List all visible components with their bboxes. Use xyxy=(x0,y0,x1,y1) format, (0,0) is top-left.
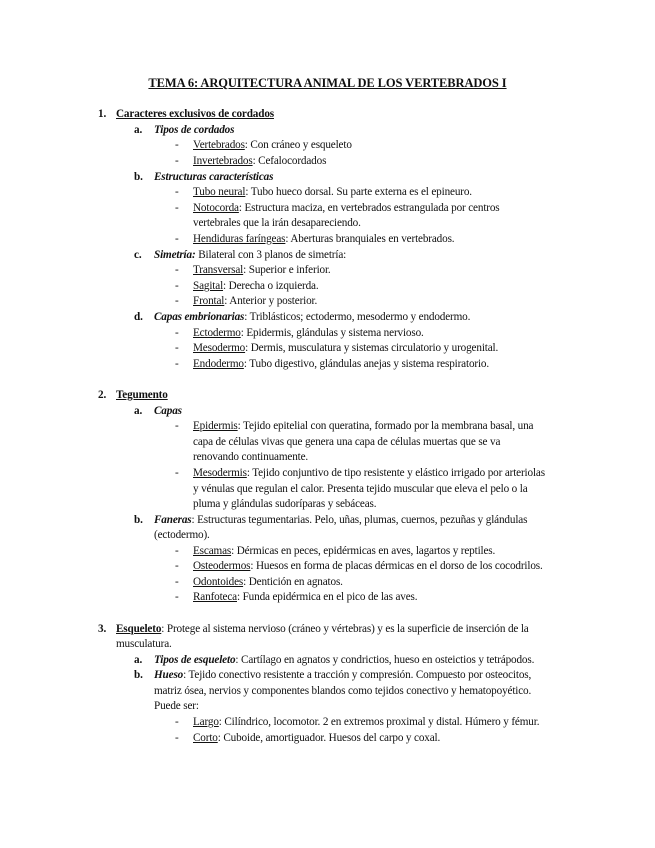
list-item-continuation: y vénulas que regulan el calor. Presenta tejido muscular que eleva el pelo o la xyxy=(193,483,528,495)
s2-b-continuation: (ectodermo). xyxy=(154,529,210,541)
list-item: Largo: Cilíndrico, locomotor. 2 en extremos proximal y distal. Húmero y fémur. xyxy=(193,716,540,728)
bullet-dash: - xyxy=(175,716,179,728)
bullet-dash: - xyxy=(175,233,179,245)
bullet-dash: - xyxy=(175,420,179,432)
list-item: Ranfoteca: Funda epidérmica en el pico de las aves. xyxy=(193,591,418,603)
s3-a-marker: a. xyxy=(134,654,143,666)
bullet-dash: - xyxy=(175,155,179,167)
list-item: Corto: Cuboide, amortiguador. Huesos del carpo y coxal. xyxy=(193,732,441,744)
list-item: Odontoides: Dentición en agnatos. xyxy=(193,576,343,588)
section-3-number: 3. xyxy=(98,623,107,635)
s1-c-marker: c. xyxy=(134,249,142,261)
list-item: Hendiduras faríngeas: Aberturas branquiales en vertebrados. xyxy=(193,233,455,245)
list-item: Frontal: Anterior y posterior. xyxy=(193,295,318,307)
bullet-dash: - xyxy=(175,560,179,572)
list-item: Invertebrados: Cefalocordados xyxy=(193,155,327,167)
s1-c-line: Simetría: Bilateral con 3 planos de simetría: xyxy=(154,249,347,261)
list-item-continuation: capa de células vivas que genera una capa de células muertas que se va xyxy=(193,436,501,448)
section-1-heading: Caracteres exclusivos de cordados xyxy=(116,108,274,120)
s1-d-line: Capas embrionarias: Triblásticos; ectodermo, mesodermo y endodermo. xyxy=(154,311,471,323)
list-item: Sagital: Derecha o izquierda. xyxy=(193,280,319,292)
list-item: Escamas: Dérmicas en peces, epidérmicas en aves, lagartos y reptiles. xyxy=(193,545,496,557)
section-1-number: 1. xyxy=(98,108,107,120)
list-item: Mesodermo: Dermis, musculatura y sistemas circulatorio y urogenital. xyxy=(193,342,499,354)
bullet-dash: - xyxy=(175,280,179,292)
list-item: Mesodermis: Tejido conjuntivo de tipo resistente y elástico irrigado por arteriolas xyxy=(193,467,545,479)
s3-b-line: Hueso: Tejido conectivo resistente a tracción y compresión. Compuesto por osteocitos, xyxy=(154,669,532,681)
list-item: Endodermo: Tubo digestivo, glándulas anejas y sistema respiratorio. xyxy=(193,358,490,370)
list-item: Osteodermos: Huesos en forma de placas dérmicas en el dorso de los cocodrilos. xyxy=(193,560,543,572)
list-item: Notocorda: Estructura maciza, en vertebrados estrangulada por centros xyxy=(193,202,500,214)
list-item: Tubo neural: Tubo hueco dorsal. Su parte externa es el epineuro. xyxy=(193,186,472,198)
list-item: Transversal: Superior e inferior. xyxy=(193,264,331,276)
bullet-dash: - xyxy=(175,295,179,307)
s2-b-marker: b. xyxy=(134,514,143,526)
s2-b-line: Faneras: Estructuras tegumentarias. Pelo, uñas, plumas, cuernos, pezuñas y glándulas xyxy=(154,514,528,526)
bullet-dash: - xyxy=(175,139,179,151)
s2-a-marker: a. xyxy=(134,405,143,417)
list-item-continuation: vertebrales que la irán desapareciendo. xyxy=(193,217,361,229)
bullet-dash: - xyxy=(175,732,179,744)
s3-a-line: Tipos de esqueleto: Cartílago en agnatos y condrictios, hueso en osteictios y tetrápodos. xyxy=(154,654,535,666)
bullet-dash: - xyxy=(175,576,179,588)
bullet-dash: - xyxy=(175,342,179,354)
bullet-dash: - xyxy=(175,358,179,370)
bullet-dash: - xyxy=(175,591,179,603)
bullet-dash: - xyxy=(175,202,179,214)
s3-b-marker: b. xyxy=(134,669,143,681)
list-item: Ectodermo: Epidermis, glándulas y sistema nervioso. xyxy=(193,327,424,339)
s3-b-continuation: matriz ósea, nervios y componentes blandos como tejidos conectivo y hematopoyético. xyxy=(154,685,532,697)
bullet-dash: - xyxy=(175,545,179,557)
s1-b-marker: b. xyxy=(134,171,143,183)
bullet-dash: - xyxy=(175,186,179,198)
list-item: Vertebrados: Con cráneo y esqueleto xyxy=(193,139,352,151)
list-item-continuation: pluma y glándulas sudoríparas y sebáceas. xyxy=(193,498,377,510)
bullet-dash: - xyxy=(175,264,179,276)
section-2-number: 2. xyxy=(98,389,107,401)
list-item-continuation: renovando continuamente. xyxy=(193,451,309,463)
document-title: TEMA 6: ARQUITECTURA ANIMAL DE LOS VERTEBRADOS I xyxy=(148,76,507,90)
s2-a-title: Capas xyxy=(154,405,182,417)
list-item: Epidermis: Tejido epitelial con queratina, formado por la membrana basal, una xyxy=(193,420,534,432)
s1-a-title: Tipos de cordados xyxy=(154,124,235,136)
s1-d-marker: d. xyxy=(134,311,143,323)
s3-b-continuation: Puede ser: xyxy=(154,700,199,712)
s1-b-title: Estructuras características xyxy=(154,171,274,183)
section-3-continuation: musculatura. xyxy=(116,638,172,650)
section-3-line: Esqueleto: Protege al sistema nervioso (cráneo y vértebras) y es la superficie de inserción de la xyxy=(116,623,529,635)
s1-a-marker: a. xyxy=(134,124,143,136)
bullet-dash: - xyxy=(175,467,179,479)
bullet-dash: - xyxy=(175,327,179,339)
section-2-heading: Tegumento xyxy=(116,389,168,401)
